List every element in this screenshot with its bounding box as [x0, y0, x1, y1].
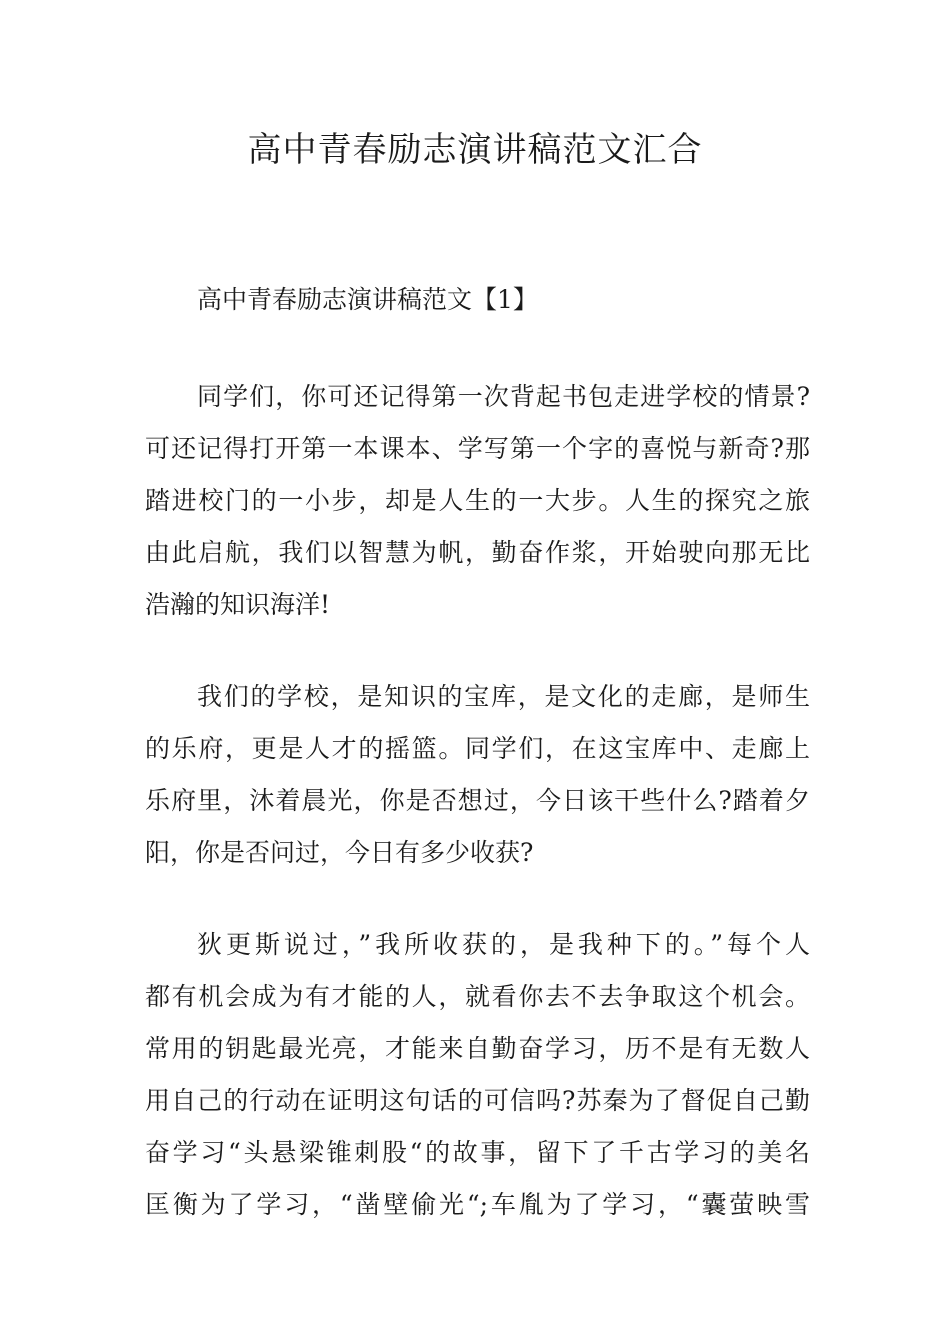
paragraph-line: 浩瀚的知识海洋!	[145, 590, 331, 619]
paragraph-line: 我们的学校，是知识的宝库，是文化的走廊，是师生	[197, 682, 810, 711]
paragraph-1	[145, 371, 810, 631]
paragraph-line: 常用的钥匙最光亮，才能来自勤奋学习，历不是有无数人	[145, 1034, 810, 1063]
paragraph-line: 都有机会成为有才能的人，就看你去不去争取这个机会。	[145, 982, 810, 1011]
paragraph-line: 用自己的行动在证明这句话的可信吗?苏秦为了督促自己勤	[145, 1086, 810, 1115]
paragraph-line: 踏进校门的一小步，却是人生的一大步。人生的探究之旅	[145, 486, 810, 515]
paragraph-3	[145, 919, 810, 1231]
paragraph-line: 可还记得打开第一本课本、学写第一个字的喜悦与新奇?那	[145, 434, 810, 463]
paragraph-line: 奋学习“头悬梁锥刺股“的故事，留下了千古学习的美名	[145, 1138, 810, 1167]
paragraph-line: 狄更斯说过，”我所收获的，是我种下的。”每个人	[197, 930, 810, 959]
paragraph-2	[145, 671, 810, 879]
section-heading: 高中青春励志演讲稿范文【1】	[197, 285, 538, 314]
paragraph-line: 阳，你是否问过，今日有多少收获?	[145, 838, 534, 867]
paragraph-line: 匡衡为了学习，“凿壁偷光“;车胤为了学习，“囊萤映雪	[145, 1190, 810, 1219]
paragraph-line: 的乐府，更是人才的摇篮。同学们，在这宝库中、走廊上	[145, 734, 810, 763]
paragraph-line: 由此启航，我们以智慧为帆，勤奋作浆，开始驶向那无比	[145, 538, 810, 567]
paragraph-line: 乐府里，沐着晨光，你是否想过，今日该干些什么?踏着夕	[145, 786, 810, 815]
paragraph-line: 同学们，你可还记得第一次背起书包走进学校的情景?	[197, 382, 810, 411]
document-title: 高中青春励志演讲稿范文汇合	[247, 130, 703, 170]
